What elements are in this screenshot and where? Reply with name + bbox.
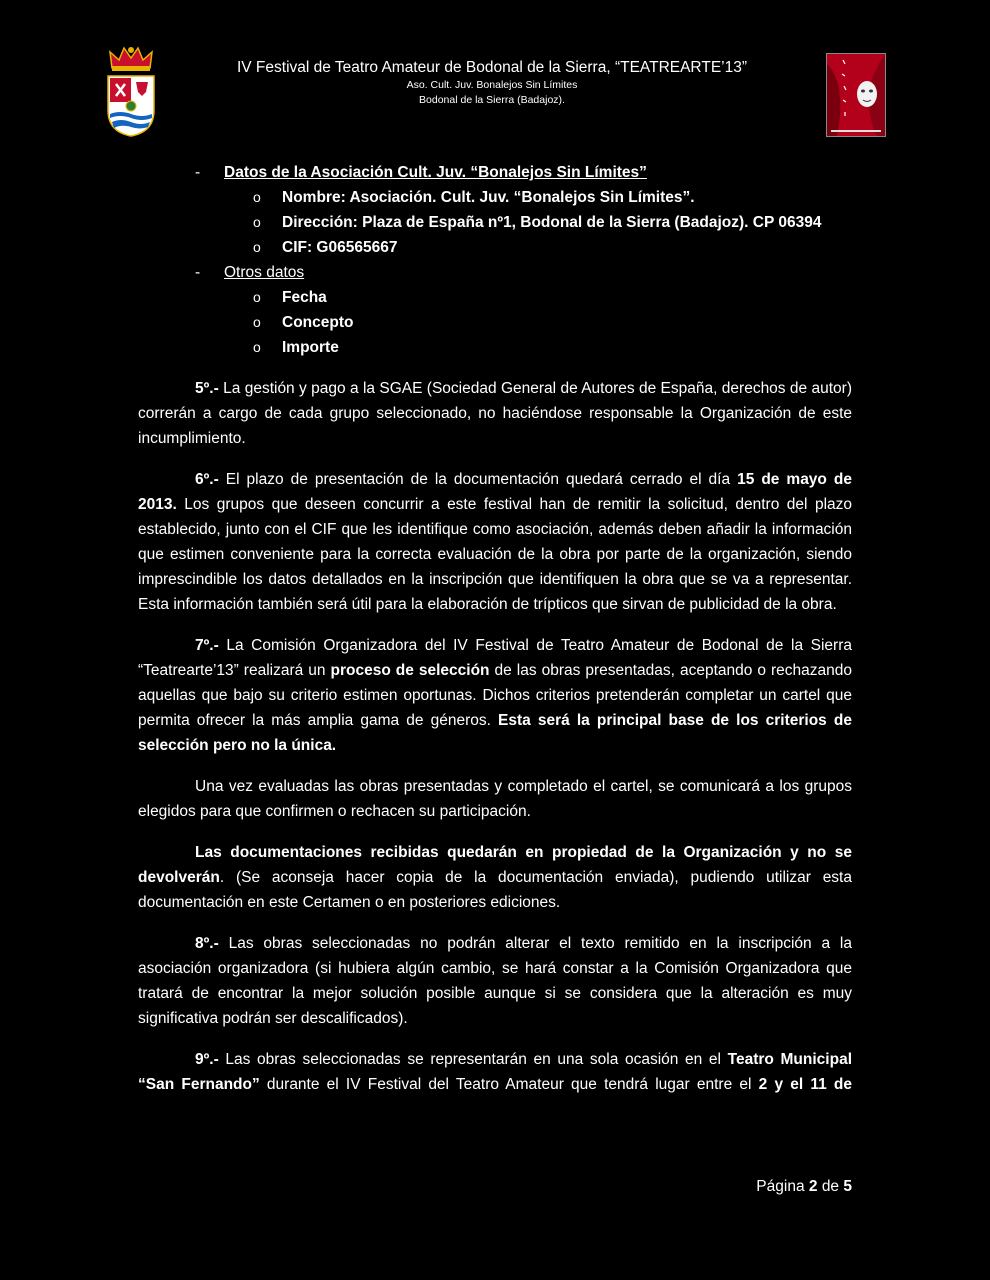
list-item <box>138 335 852 360</box>
document-body <box>138 160 852 1113</box>
association-name: Aso. Cult. Juv. Bonalejos Sin Límites <box>406 79 578 91</box>
clause-number: 9º.- <box>195 1051 219 1068</box>
list-item <box>138 210 852 235</box>
document-title: IV Festival de Teatro Amateur de Bodonal de la Sierra, “TEATREARTE’13” <box>236 59 748 76</box>
section-heading-asociacion: Datos de la Asociación Cult. Juv. “Bonalejos Sin Límites” <box>224 164 647 181</box>
page-header <box>0 0 990 150</box>
festival-poster-logo <box>826 53 886 137</box>
circle-bullet-icon: o <box>253 289 261 305</box>
list-item <box>138 310 852 335</box>
documentation-paragraph <box>138 840 852 915</box>
list-item-direccion: Dirección: Plaza de España nº1, Bodonal de la Sierra (Badajoz). CP 06394 <box>282 214 822 231</box>
list-item-nombre: Nombre: Asociación. Cult. Juv. “Bonalejos Sin Límites”. <box>282 189 695 206</box>
list-section-asociacion <box>138 160 852 185</box>
clause-5-paragraph <box>138 376 852 451</box>
list-item <box>138 285 852 310</box>
venue-name: Teatro Municipal “San Fernando” <box>138 1051 852 1093</box>
paragraph-text: Una vez evaluadas las obras presentadas y completado el cartel, se comunicará a los grupos elegidos para que confirmen o rechacen su participación. <box>138 778 852 820</box>
clause-text: Las obras seleccionadas se representarán en una sola ocasión en el <box>218 1051 728 1068</box>
festival-dates: 2 y el 11 de <box>758 1076 853 1093</box>
total-pages: 5 <box>843 1178 852 1195</box>
clause-7-paragraph <box>138 633 852 758</box>
bold-phrase: proceso de selección <box>330 662 490 679</box>
bold-phrase: Las documentaciones recibidas quedarán en propiedad de la Organización y no se devolverán <box>138 844 852 886</box>
evaluation-paragraph <box>138 774 852 824</box>
clause-text: La gestión y pago a la SGAE (Sociedad General de Autores de España, derechos de autor) correrán a cargo de cada grupo seleccionado, no haciéndose responsable la Organización de este incumplimiento. <box>138 380 852 447</box>
clause-number: 7º.- <box>195 637 219 654</box>
clause-text: La Comisión Organizadora del IV Festival de Teatro Amateur de Bodonal de la Sierra “Teatrearte’13” realizará un <box>138 637 852 679</box>
clause-number: 5º.- <box>195 380 219 397</box>
list-item <box>138 235 852 260</box>
clause-text: de las obras presentadas, aceptando o rechazando aquellas que bajo su criterio estimen oportunas. Dichos criterios pretenderán completar un cartel que permita ofrecer la más amplia gama de géneros. <box>138 662 852 729</box>
clause-6-paragraph <box>138 467 852 617</box>
dash-bullet: - <box>195 264 201 281</box>
circle-bullet-icon: o <box>253 314 261 330</box>
circle-bullet-icon: o <box>253 339 261 355</box>
list-item-cif: CIF: G06565667 <box>282 239 398 256</box>
clause-text: durante el IV Festival del Teatro Amateur que tendrá lugar entre el <box>259 1076 759 1093</box>
circle-bullet-icon: o <box>253 239 261 255</box>
association-location: Bodonal de la Sierra (Badajoz). <box>419 94 565 106</box>
list-item-fecha: Fecha <box>282 289 327 306</box>
bold-phrase: Esta será la principal base de los criterios de selección pero no la única. <box>138 712 852 754</box>
page-of-label: de <box>821 1178 840 1195</box>
circle-bullet-icon: o <box>253 214 261 230</box>
clause-text: El plazo de presentación de la documentación quedará cerrado el día <box>218 471 738 488</box>
clause-text: Las obras seleccionadas no podrán alterar el texto remitido en la inscripción a la asociación organizadora (si hubiera algún cambio, se hará constar a la Comisión Organizadora que tratará de encontrar la mejor solución posible aunque si se considera que la alteración es muy significativa podrán ser descalificados). <box>138 935 852 1027</box>
current-page: 2 <box>808 1178 818 1195</box>
paragraph-text: . (Se aconseja hacer copia de la documentación enviada), pudiendo utilizar esta documentación en este Certamen o en posteriores ediciones. <box>138 869 852 911</box>
list-item-importe: Importe <box>282 339 339 356</box>
list-item-concepto: Concepto <box>282 314 354 331</box>
list-item <box>138 185 852 210</box>
clause-text: Los grupos que deseen concurrir a este festival han de remitir la solicitud, dentro del plazo establecido, junto con el CIF que les identifique como asociación, además deben añadir la información que estimen conveniente para la correcta evaluación de la obra por parte de la organización, siendo imprescindible los datos detallados en la inscripción que identifiquen la obra que se va a representar. Esta información también será útil para la elaboración de trípticos que sirvan de publicidad de la obra. <box>138 496 852 613</box>
clause-9-paragraph <box>138 1047 852 1097</box>
clause-number: 8º.- <box>195 935 219 952</box>
deadline-date: 15 de mayo de 2013. <box>138 471 852 513</box>
list-section-otros <box>138 260 852 285</box>
dash-bullet: - <box>195 164 201 181</box>
page-number <box>660 1178 852 1196</box>
circle-bullet-icon: o <box>253 189 261 205</box>
municipal-crest-logo <box>104 44 158 138</box>
page-label: Página <box>756 1178 805 1195</box>
clause-number: 6º.- <box>195 471 219 488</box>
section-heading-otros-datos: Otros datos <box>224 264 305 281</box>
clause-8-paragraph <box>138 931 852 1031</box>
